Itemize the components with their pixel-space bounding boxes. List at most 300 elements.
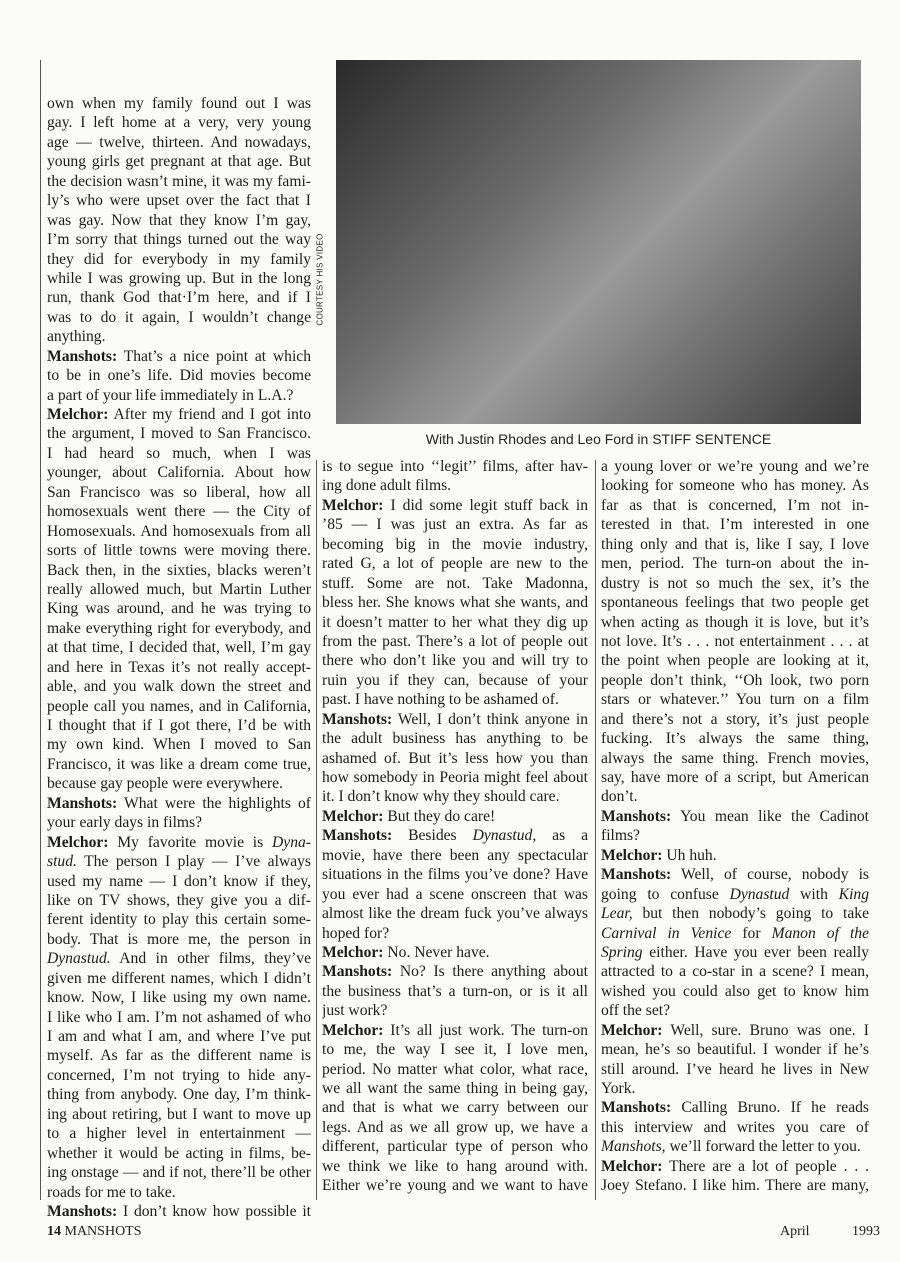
text-run: almost like the dream fuck you’ve always	[322, 905, 588, 923]
text-line	[322, 1079, 588, 1098]
text-line	[47, 444, 311, 463]
text-run: anything.	[47, 328, 106, 346]
text-line	[601, 690, 869, 709]
text-line	[47, 191, 311, 210]
text-line	[601, 1118, 869, 1137]
text-run: Calling Bruno. If he reads	[671, 1099, 869, 1117]
text-line	[322, 632, 588, 651]
text-line	[47, 541, 311, 560]
text-run: I don’t know how possible it	[117, 1202, 311, 1220]
text-line	[47, 386, 311, 405]
text-line	[47, 794, 311, 813]
text-run: sorts of little towns were moving there.	[47, 542, 311, 560]
text-line	[47, 172, 311, 191]
text-line	[322, 826, 588, 845]
text-run: it doesn’t matter to her what they dig up	[322, 613, 588, 631]
text-run: I thought that if I got there, I’d be with	[47, 717, 311, 734]
text-run: a part of your life immediately in L.A.?	[47, 386, 294, 404]
magazine-name: MANSHOTS	[64, 1224, 142, 1239]
text-line	[601, 632, 869, 651]
text-run: The person I play — I’ve always	[76, 853, 311, 871]
text-run: But they do care!	[383, 807, 496, 825]
text-run: myself. As far as the different name is	[47, 1047, 311, 1065]
text-line	[601, 729, 869, 748]
text-run: far as that is concerned, I’m not in-	[601, 496, 869, 514]
text-run: whether it would be acting in films, be-	[47, 1144, 311, 1162]
footer-month: April	[780, 1224, 810, 1239]
italic-title: Dynastud	[729, 885, 790, 903]
text-run: And in other films, they’ve	[110, 950, 311, 968]
text-line	[322, 457, 588, 476]
text-line	[322, 943, 588, 962]
text-line	[322, 651, 588, 670]
text-line	[47, 250, 311, 269]
text-run: run, thank God that·I’m here, and if I	[47, 289, 311, 307]
text-run: ’85 — I was just an extra. As far as	[322, 516, 588, 534]
text-run: films?	[601, 827, 640, 845]
text-line	[601, 846, 869, 865]
text-line	[47, 561, 311, 580]
photo-caption: With Justin Rhodes and Leo Ford in STIFF SENTENCE	[425, 431, 772, 447]
text-line	[322, 924, 588, 943]
text-run: No. Never have.	[383, 943, 490, 961]
text-run: this interview and writes you care of	[601, 1118, 869, 1136]
text-line	[601, 593, 869, 612]
text-run: and that is what we carry between our	[322, 1099, 588, 1117]
text-run: movie, have there been any spectacular	[322, 846, 588, 864]
text-line	[47, 872, 311, 891]
text-run: ing done adult films.	[322, 477, 452, 495]
column-rule-1-2	[316, 460, 317, 1200]
text-run: Well, of course, nobody is	[671, 866, 869, 884]
text-run: roads for me to take.	[47, 1183, 176, 1201]
text-run: ashamed of. But it’s less how you than	[322, 749, 588, 767]
text-line	[47, 735, 311, 754]
text-line	[47, 230, 311, 249]
text-line	[47, 1085, 311, 1104]
text-run: off the set?	[601, 1002, 670, 1020]
text-run: but then nobody’s going to take	[632, 905, 869, 923]
text-run: as a	[536, 827, 588, 845]
speaker-label: Manshots:	[47, 347, 118, 365]
text-line	[601, 826, 869, 845]
text-run: ly’s who were upset over the fact that I	[47, 192, 311, 210]
text-line	[322, 593, 588, 612]
italic-title: Dyna-	[272, 833, 311, 851]
text-run: What were the highlights of	[117, 794, 311, 812]
text-line	[322, 613, 588, 632]
photo-credit: COURTESY HIS VIDEO	[315, 233, 325, 326]
text-run: always the same thing. French movies,	[601, 749, 869, 767]
text-run: don’t.	[601, 788, 638, 806]
text-line	[47, 94, 311, 113]
text-run: you ever had a scene onscreen that was	[322, 885, 588, 903]
text-line	[601, 1079, 869, 1098]
text-line	[601, 515, 869, 534]
text-line	[47, 1046, 311, 1065]
text-run: men, period. The turn-on about the in-	[601, 555, 869, 573]
text-run: ing about retiring, but I want to move up	[47, 1105, 311, 1123]
article-photo	[336, 60, 861, 424]
footer-folio	[47, 1224, 142, 1240]
text-run: San Francisco was so liberal, how all	[47, 483, 311, 501]
text-run: body. That is more me, the person in	[47, 930, 311, 948]
text-line	[47, 910, 311, 929]
text-line	[47, 677, 311, 696]
text-run: younger, about California. About how	[47, 464, 311, 482]
text-run: is to segue into ‘‘legit’’ films, after hav-	[322, 458, 588, 475]
text-run: we all want the same thing in being gay,	[322, 1080, 588, 1097]
text-line	[47, 891, 311, 910]
text-run: young girls get pregnant at that age. But	[47, 153, 311, 171]
text-line	[322, 729, 588, 748]
speaker-label: Manshots:	[322, 710, 393, 728]
text-run: I did some legit stuff back in	[383, 496, 588, 514]
text-run: was gay. Now that they know I’m gay,	[47, 211, 311, 229]
text-line	[601, 982, 869, 1001]
text-line	[322, 671, 588, 690]
text-line	[601, 885, 869, 904]
text-run: there who don’t like you and will try to	[322, 652, 588, 670]
text-run: concerned, I’m not trying to hide any-	[47, 1066, 311, 1084]
italic-title: Spring	[601, 943, 643, 961]
text-run: we’ll forward the letter to you.	[665, 1138, 861, 1156]
text-line	[47, 969, 311, 988]
text-run: it. I don’t know why they should care.	[322, 788, 560, 806]
text-line	[47, 813, 311, 832]
text-run: how somebody in Peoria might feel about	[322, 769, 588, 786]
text-line	[47, 463, 311, 482]
text-run: Homosexuals. And homosexuals from all	[47, 522, 311, 540]
article-column-1	[47, 94, 311, 1221]
text-line	[322, 1157, 588, 1176]
text-line	[47, 1105, 311, 1124]
text-run: they did for everybody in my family	[47, 250, 311, 268]
text-line	[47, 716, 311, 735]
text-line	[322, 885, 588, 904]
text-run: ruin you if they can, because of your	[322, 671, 588, 689]
text-run: terested in that. I’m interested in one	[601, 516, 869, 534]
text-run: with	[789, 885, 839, 903]
text-run: not love. It’s . . . not entertainment . . . at	[601, 632, 869, 650]
text-line	[47, 658, 311, 677]
text-line	[47, 1124, 311, 1143]
text-line	[601, 1040, 869, 1059]
text-run: homosexuals went there — the City of	[47, 503, 311, 521]
text-line	[601, 710, 869, 729]
text-line	[601, 865, 869, 884]
text-run: Well, I don’t think anyone in	[392, 710, 588, 728]
column-rule-2-3	[595, 460, 596, 1200]
text-run: attracted to a co-star in a scene? I mean,	[601, 963, 869, 981]
text-line	[601, 671, 869, 690]
text-run: becoming big in the movie industry,	[322, 535, 588, 553]
text-line	[322, 1060, 588, 1079]
text-line	[322, 982, 588, 1001]
text-line	[601, 1001, 869, 1020]
text-line	[47, 327, 311, 346]
text-line	[47, 774, 311, 793]
speaker-label: Manshots:	[601, 1099, 672, 1117]
text-run: I’m sorry that things turned out the way	[47, 231, 311, 249]
text-line	[322, 1040, 588, 1059]
text-run: at that time, I decided that, well, I’m gay	[47, 639, 311, 657]
text-run: the business that’s a turn-on, or is it all	[322, 982, 588, 1000]
text-run: thing from anybody. One day, I’m think-	[47, 1086, 311, 1104]
text-run: Uh huh.	[662, 846, 717, 864]
text-line	[47, 483, 311, 502]
italic-title: Dynastud,	[472, 827, 537, 845]
text-line	[601, 554, 869, 573]
text-run: gay. I left home at a very, very young	[47, 114, 311, 132]
speaker-label: Melchor:	[601, 846, 663, 864]
text-line	[47, 152, 311, 171]
text-line	[47, 599, 311, 618]
text-run: the argument, I moved to San Francisco.	[47, 425, 311, 443]
text-line	[601, 651, 869, 670]
text-line	[47, 697, 311, 716]
text-run: was to do it again, I wouldn’t change	[47, 308, 311, 326]
speaker-label: Melchor:	[47, 406, 109, 423]
text-line	[322, 535, 588, 554]
text-run: Joey Stefano. I like him. There are many,	[601, 1177, 869, 1195]
column-rule-left	[40, 60, 41, 1200]
text-run: because gay people were everywhere.	[47, 775, 283, 793]
text-run: hoped for?	[322, 924, 390, 942]
text-line	[322, 768, 588, 787]
text-run: Besides	[392, 827, 473, 845]
text-run: either. Have you ever been really	[642, 943, 869, 961]
text-run: able, and you walk down the street and	[47, 678, 311, 696]
text-run: still around. I’ve heard he lives in New	[601, 1060, 869, 1078]
text-line	[601, 1176, 869, 1195]
speaker-label: Melchor:	[322, 943, 384, 961]
text-run: You mean like the Cadinot	[671, 807, 869, 825]
text-line	[322, 865, 588, 884]
text-line	[601, 476, 869, 495]
text-line	[601, 1098, 869, 1117]
text-run: when acting as though it is love, but it’s	[601, 613, 869, 631]
text-run: rated G, a lot of people are new to the	[322, 555, 588, 573]
text-line	[601, 924, 869, 943]
text-line	[47, 1202, 311, 1221]
text-run: to me, the way I see it, I love men,	[322, 1041, 588, 1059]
speaker-label: Manshots:	[47, 794, 118, 812]
speaker-label: Melchor:	[601, 1157, 663, 1175]
text-run: King was around, and he was trying to	[47, 600, 311, 618]
text-run: people call you names, and in California,	[47, 697, 311, 715]
text-run: mean, he’s so beautiful. I wonder if he’s	[601, 1041, 869, 1059]
text-run: Back then, in the sixties, blacks weren’t	[47, 561, 311, 579]
text-run: say, have more of a script, but American	[601, 769, 869, 786]
text-line	[322, 807, 588, 826]
page-number: 14	[47, 1224, 61, 1239]
speaker-label: Melchor:	[322, 496, 384, 514]
text-line	[322, 1021, 588, 1040]
italic-title: Manshots,	[601, 1138, 666, 1156]
text-line	[47, 1163, 311, 1182]
speaker-label: Melchor:	[601, 1021, 663, 1039]
text-line	[47, 366, 311, 385]
text-line	[322, 496, 588, 515]
text-line	[47, 833, 311, 852]
text-run: know. Now, I like using my own name.	[47, 989, 311, 1007]
text-run: your early days in films?	[47, 814, 203, 832]
text-line	[47, 1008, 311, 1027]
text-run: Francisco, it was like a dream come true,	[47, 755, 311, 773]
speaker-label: Manshots:	[322, 963, 393, 981]
text-line	[47, 638, 311, 657]
text-line	[322, 1176, 588, 1195]
text-line	[47, 1027, 311, 1046]
text-line	[47, 580, 311, 599]
text-run: It’s all just work. The turn-on	[383, 1021, 588, 1039]
speaker-label: Manshots:	[322, 827, 393, 845]
text-line	[601, 768, 869, 787]
text-line	[47, 424, 311, 443]
text-run: No? Is there anything about	[392, 963, 588, 981]
text-run: age — twelve, thirteen. And nowadays,	[47, 133, 311, 151]
text-line	[601, 535, 869, 554]
text-line	[47, 619, 311, 638]
speaker-label: Melchor:	[322, 1021, 384, 1039]
text-line	[47, 1066, 311, 1085]
text-run: fucking. It’s always the same thing,	[601, 730, 869, 748]
text-line	[322, 710, 588, 729]
speaker-label: Manshots:	[601, 866, 672, 884]
text-line	[47, 308, 311, 327]
text-line	[322, 1137, 588, 1156]
text-line	[47, 755, 311, 774]
text-run: and there’s not a story, it’s just people	[601, 710, 869, 728]
italic-title: Dynastud.	[47, 950, 111, 968]
text-line	[322, 515, 588, 534]
text-run: given me different names, which I didn’t	[47, 969, 311, 987]
speaker-label: Manshots:	[47, 1202, 118, 1220]
text-line	[47, 288, 311, 307]
text-run: My favorite movie is	[108, 833, 273, 851]
text-line	[322, 787, 588, 806]
article-column-3	[601, 457, 869, 1196]
text-run: just work?	[322, 1002, 388, 1020]
text-run: There are a lot of people . . .	[662, 1157, 869, 1175]
text-run: really allowed much, but Martin Luther	[47, 580, 311, 598]
text-line	[601, 1137, 869, 1156]
text-run: the decision wasn’t mine, it was my fami-	[47, 172, 311, 190]
text-run: spontaneous feelings that two people get	[601, 594, 869, 612]
text-line	[47, 1183, 311, 1202]
text-run: people don’t think, ‘‘Oh look, two porn	[601, 671, 869, 689]
text-run: bless her. She knows what she wants, and	[322, 594, 588, 612]
text-run: to a higher level in entertainment —	[47, 1125, 311, 1143]
text-line	[47, 852, 311, 871]
text-line	[47, 522, 311, 541]
text-line	[47, 502, 311, 521]
text-line	[322, 1098, 588, 1117]
text-run: Well, sure. Bruno was one. I	[662, 1021, 869, 1039]
text-line	[601, 943, 869, 962]
text-line	[601, 496, 869, 515]
speaker-label: Manshots:	[601, 807, 672, 825]
text-run: dustry is not so much the sex, it’s the	[601, 574, 869, 592]
text-run: different, particular type of person who	[322, 1138, 588, 1156]
italic-title: Manon of the	[771, 924, 869, 942]
text-run: thing only and that is, like I say, I love	[601, 535, 869, 553]
speaker-label: Melchor:	[322, 807, 384, 825]
text-line	[601, 574, 869, 593]
text-run: wished you could also get to know him	[601, 982, 869, 1000]
text-run: situations in the films you’ve done? Have	[322, 866, 588, 884]
text-line	[322, 1001, 588, 1020]
text-line	[47, 269, 311, 288]
text-line	[47, 1144, 311, 1163]
text-run: stuff. Some are not. Take Madonna,	[322, 574, 588, 592]
text-line	[47, 133, 311, 152]
text-run: from the past. There’s a lot of people out	[322, 632, 588, 650]
text-run: period. No matter what color, what race,	[322, 1060, 588, 1078]
text-run: That’s a nice point at which	[117, 347, 311, 365]
italic-title: stud.	[47, 853, 77, 871]
text-run: stars or whatever.’’ You turn on a film	[601, 691, 869, 709]
text-run: looking for someone who has money. As	[601, 477, 869, 495]
text-line	[601, 457, 869, 476]
text-line	[601, 1157, 869, 1176]
italic-title: Carnival in Venice	[601, 924, 732, 942]
italic-title: King	[838, 885, 869, 903]
text-run: After my friend and I got into	[108, 406, 311, 423]
text-run: ferent identity to play this certain some-	[47, 911, 311, 929]
text-run: the adult business has anything to be	[322, 730, 588, 748]
text-line	[322, 476, 588, 495]
text-run: and here in Texas it’s not really accept-	[47, 658, 311, 676]
text-run: my own kind. When I moved to San	[47, 736, 311, 754]
text-run: York.	[601, 1080, 636, 1097]
italic-title: Lear,	[601, 905, 633, 923]
text-line	[601, 749, 869, 768]
text-line	[47, 930, 311, 949]
text-run: used my name — I don’t know if they,	[47, 872, 311, 890]
text-run: the point when people are looking at it,	[601, 652, 869, 670]
text-line	[322, 846, 588, 865]
text-line	[47, 949, 311, 968]
text-line	[322, 904, 588, 923]
text-run: own when my family found out I was	[47, 95, 311, 112]
text-line	[322, 1118, 588, 1137]
text-run: Either we’re young and we want to have	[322, 1177, 588, 1195]
article-column-2	[322, 457, 588, 1196]
text-line	[322, 554, 588, 573]
text-run: I am and what I am, and where I’ve put	[47, 1028, 311, 1045]
text-line	[601, 1060, 869, 1079]
text-run: to be in one’s life. Did movies become	[47, 367, 311, 385]
text-line	[47, 988, 311, 1007]
text-run: for	[731, 924, 772, 942]
text-line	[601, 904, 869, 923]
text-line	[322, 690, 588, 709]
text-line	[601, 962, 869, 981]
text-line	[322, 574, 588, 593]
text-run: make everything right for everybody, and	[47, 619, 311, 637]
text-run: I like who I am. I’m not ashamed of who	[47, 1008, 311, 1026]
text-run: like on TV shows, they give you a dif-	[47, 891, 311, 909]
text-run: a young lover or we’re young and we’re	[601, 458, 869, 475]
text-line	[601, 1021, 869, 1040]
text-line	[47, 113, 311, 132]
text-line	[601, 807, 869, 826]
text-run: going to confuse	[601, 885, 730, 903]
text-line	[47, 405, 311, 424]
text-line	[47, 211, 311, 230]
